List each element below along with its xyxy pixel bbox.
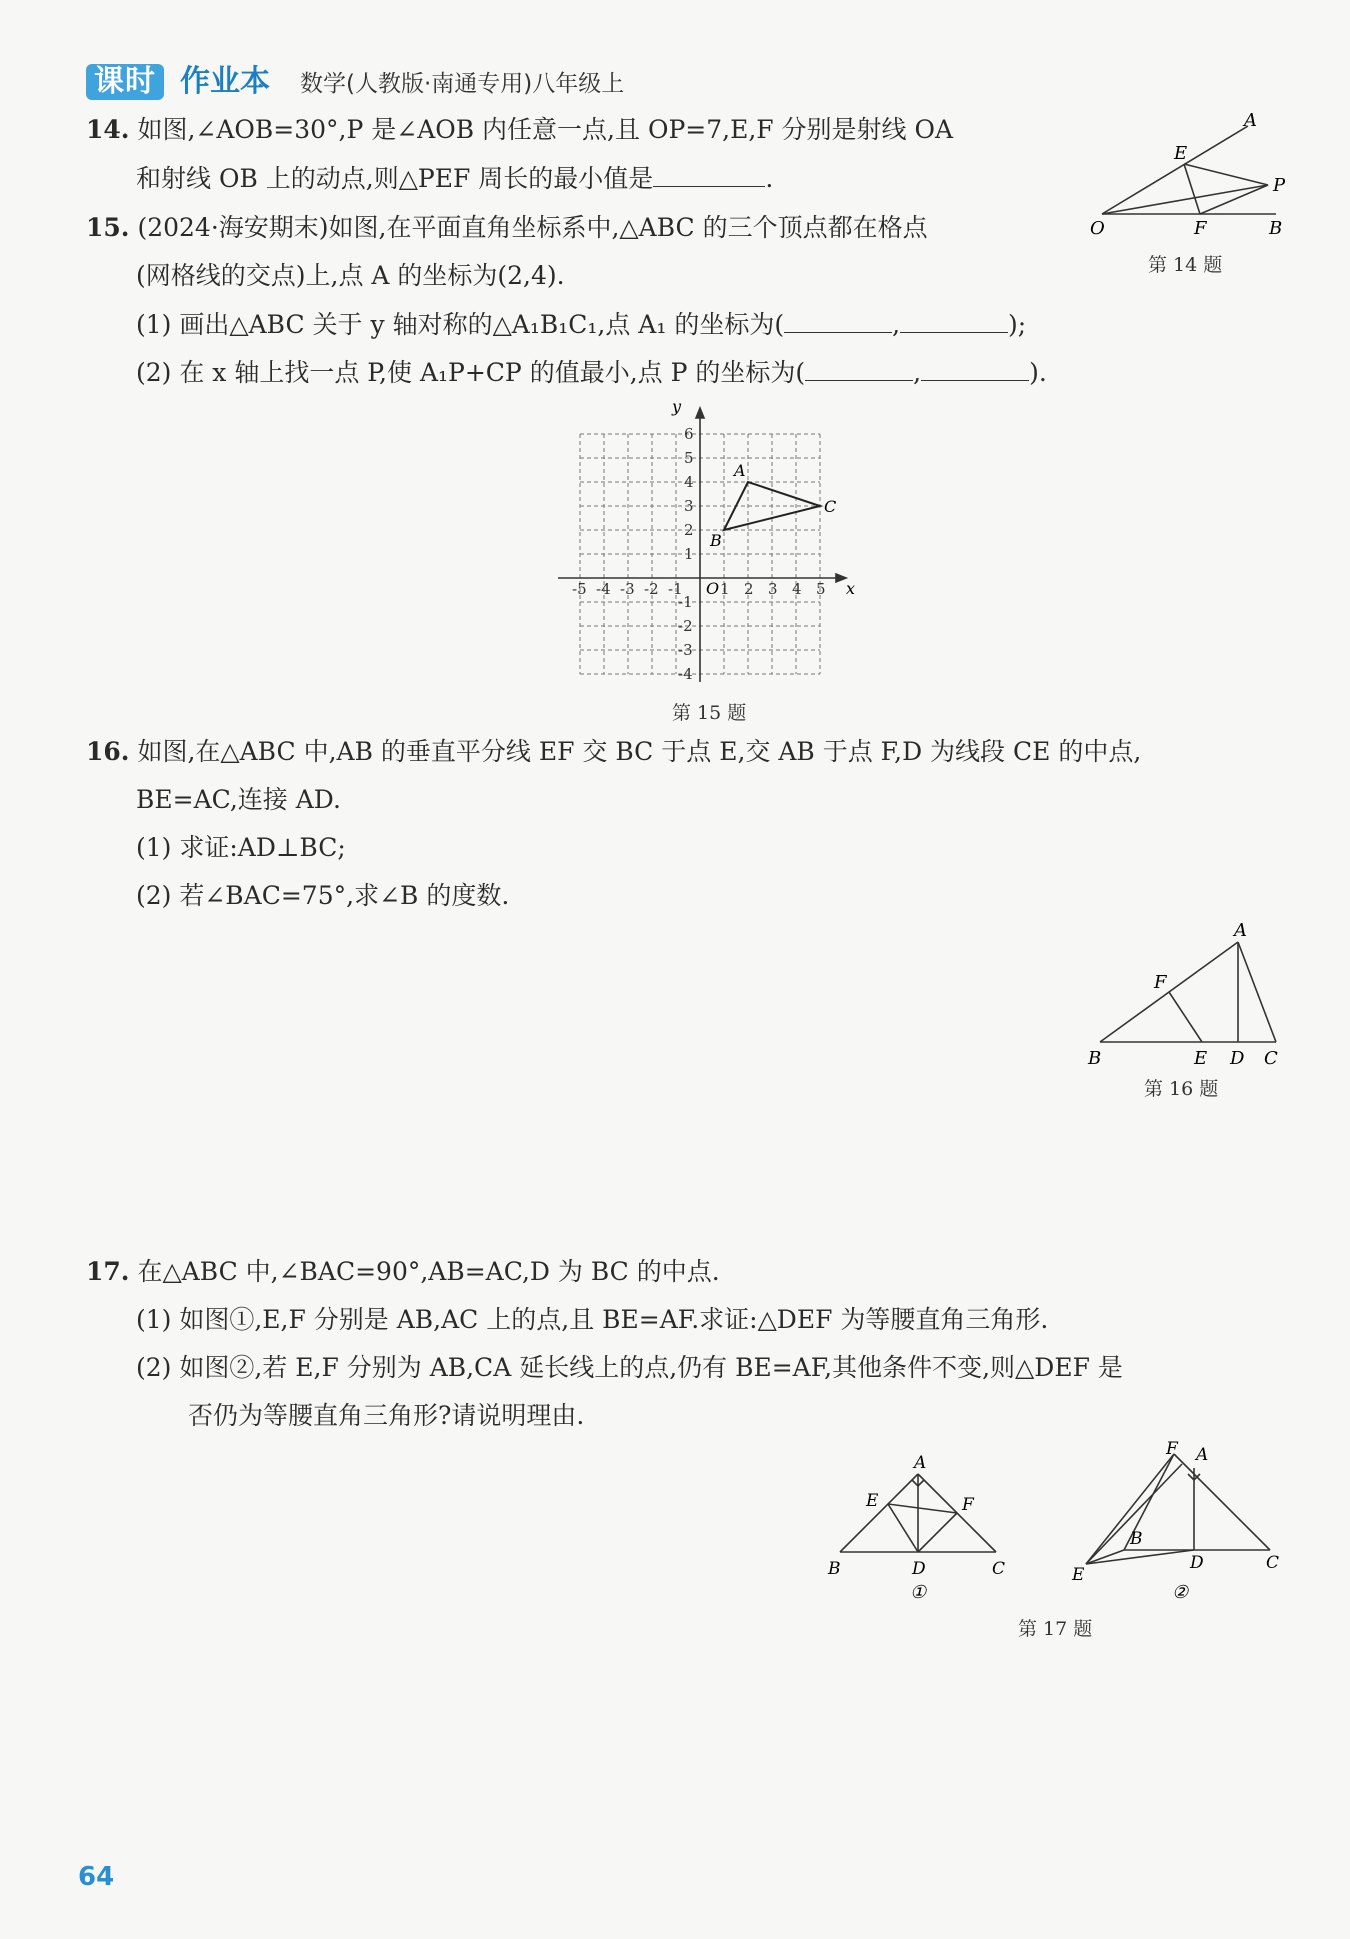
q14-label-a: A xyxy=(1244,112,1257,131)
q15-sub1-text: (1) 画出△ABC 关于 y 轴对称的△A₁B₁C₁,点 A₁ 的坐标为( xyxy=(136,310,785,339)
q16-label-b: B xyxy=(1088,1048,1102,1069)
q17-caption: 第 17 题 xyxy=(1018,1618,1093,1640)
q15-ytick: -3 xyxy=(678,641,693,659)
q17-f1-label-f: F xyxy=(962,1495,974,1515)
q14-label-f: F xyxy=(1194,218,1207,239)
q14-text-2: 和射线 OB 上的动点,则△PEF 周长的最小值是 xyxy=(136,164,654,193)
q17-figure-2 xyxy=(1070,1440,1290,1600)
q17-number: 17. xyxy=(86,1257,130,1286)
q17-f2-mark: ② xyxy=(1172,1582,1189,1600)
q15-sub2-end: ). xyxy=(1029,358,1047,387)
q14-line2 xyxy=(136,160,773,197)
q14-line1 xyxy=(86,112,953,148)
q15-ytick: 4 xyxy=(684,473,694,491)
q14-answer-blank xyxy=(653,160,765,187)
q16-text-1: 如图,在△ABC 中,AB 的垂直平分线 EF 交 BC 于点 E,交 AB 于点 F,D 为线段 CE 的中点, xyxy=(137,737,1142,766)
q14-label-o: O xyxy=(1090,218,1105,239)
q16-sub1: (1) 求证:AD⊥BC; xyxy=(136,833,346,862)
q17-f1-label-e: E xyxy=(866,1491,879,1511)
q15-sub2-sep: , xyxy=(913,358,922,387)
q17-f1-mark: ① xyxy=(910,1582,927,1600)
q15-sub2-blank-y xyxy=(921,354,1029,381)
q15-number: 15. xyxy=(86,213,130,242)
q17-sub2-b: 否仍为等腰直角三角形?请说明理由. xyxy=(188,1401,585,1430)
q17-figure-1 xyxy=(820,1450,1020,1600)
q17-f2-label-c: C xyxy=(1266,1553,1280,1573)
q16-label-d: D xyxy=(1230,1048,1245,1069)
q16-label-a: A xyxy=(1234,920,1247,941)
q15-axis-x: x xyxy=(846,579,856,598)
q14-label-e: E xyxy=(1174,143,1188,164)
q15-coordinate-grid xyxy=(550,398,860,688)
q14-text-2-end: . xyxy=(765,164,774,193)
q15-label-c: C xyxy=(824,497,837,516)
q14-caption: 第 14 题 xyxy=(1148,254,1223,276)
q17-line1 xyxy=(86,1254,720,1290)
q15-xtick: 4 xyxy=(792,580,802,598)
q15-text-2: (网格线的交点)上,点 A 的坐标为(2,4). xyxy=(136,261,565,290)
q17-text-1: 在△ABC 中,∠BAC=90°,AB=AC,D 为 BC 的中点. xyxy=(137,1257,720,1286)
page-number: 64 xyxy=(78,1862,115,1892)
header-subtitle: 数学(人教版·南通专用)八年级上 xyxy=(300,71,625,97)
q16-caption: 第 16 题 xyxy=(1144,1078,1219,1100)
q15-sub2-text: (2) 在 x 轴上找一点 P,使 A₁P+CP 的值最小,点 P 的坐标为( xyxy=(136,358,806,387)
q14-figure xyxy=(1090,112,1290,242)
q15-caption: 第 15 题 xyxy=(672,702,747,724)
q15-xtick: -5 xyxy=(572,580,587,598)
q16-number: 16. xyxy=(86,737,130,766)
q15-sub1-blank-y xyxy=(900,306,1008,333)
q15-xtick: 2 xyxy=(744,580,754,598)
q15-xtick: -1 xyxy=(668,580,683,598)
q16-label-f: F xyxy=(1154,972,1167,993)
q15-sub1-blank-x xyxy=(784,306,892,333)
q16-line1 xyxy=(86,734,1141,770)
q14-label-b: B xyxy=(1269,218,1283,239)
q17-f1-label-d: D xyxy=(912,1559,926,1579)
q15-sub1-end: ); xyxy=(1008,310,1027,339)
q16-label-c: C xyxy=(1264,1048,1278,1069)
q16-figure xyxy=(1080,920,1280,1070)
header-book-title: 作业本 xyxy=(180,64,270,99)
q15-origin: O xyxy=(706,579,720,598)
q15-xtick: 5 xyxy=(816,580,826,598)
q16-label-e: E xyxy=(1194,1048,1208,1069)
q14-text-1: 如图,∠AOB=30°,P 是∠AOB 内任意一点,且 OP=7,E,F 分别是射线 OA xyxy=(137,115,954,144)
q15-ytick: 5 xyxy=(684,449,694,467)
q15-xtick: 3 xyxy=(768,580,778,598)
q16-sub2: (2) 若∠BAC=75°,求∠B 的度数. xyxy=(136,881,510,910)
q14-number: 14. xyxy=(86,115,130,144)
q17-f2-label-d: D xyxy=(1190,1553,1204,1573)
q16-text-2: BE=AC,连接 AD. xyxy=(136,785,341,814)
q15-sub2 xyxy=(136,354,1047,391)
q15-ytick: -2 xyxy=(678,617,693,635)
q15-label-a: A xyxy=(734,461,746,480)
q15-line1 xyxy=(86,210,928,246)
q15-ytick: 3 xyxy=(684,497,694,515)
q15-xtick: -4 xyxy=(596,580,611,598)
q15-axis-y: y xyxy=(672,398,682,416)
q15-ytick: -4 xyxy=(678,665,693,683)
q15-label-b: B xyxy=(710,531,722,550)
q15-ytick: 1 xyxy=(684,545,694,563)
q15-sub2-blank-x xyxy=(805,354,913,381)
q15-ytick: 6 xyxy=(684,425,694,443)
q17-sub2-a: (2) 如图②,若 E,F 分别为 AB,CA 延长线上的点,仍有 BE=AF,其他条件不变,则△DEF 是 xyxy=(136,1353,1123,1382)
q17-f2-label-a: A xyxy=(1196,1445,1209,1465)
q17-f1-label-a: A xyxy=(914,1453,927,1473)
q17-f2-label-e: E xyxy=(1072,1565,1085,1585)
q15-ytick: 2 xyxy=(684,521,694,539)
q17-sub1: (1) 如图①,E,F 分别是 AB,AC 上的点,且 BE=AF.求证:△DEF 为等腰直角三角形. xyxy=(136,1305,1049,1334)
q17-f2-label-f: F xyxy=(1166,1440,1178,1459)
q15-xtick: 1 xyxy=(720,580,730,598)
q15-text-1: (2024·海安期末)如图,在平面直角坐标系中,△ABC 的三个顶点都在格点 xyxy=(137,213,928,242)
q15-sub1-sep: , xyxy=(892,310,901,339)
q17-f1-label-c: C xyxy=(992,1559,1006,1579)
q15-ytick: -1 xyxy=(678,593,693,611)
q15-sub1 xyxy=(136,306,1026,343)
q17-f2-label-b: B xyxy=(1130,1529,1143,1549)
q15-xtick: -3 xyxy=(620,580,635,598)
q15-xtick: -2 xyxy=(644,580,659,598)
header-logo: 课时 xyxy=(86,64,164,100)
q14-label-p: P xyxy=(1273,175,1286,196)
q17-f1-label-b: B xyxy=(828,1559,841,1579)
